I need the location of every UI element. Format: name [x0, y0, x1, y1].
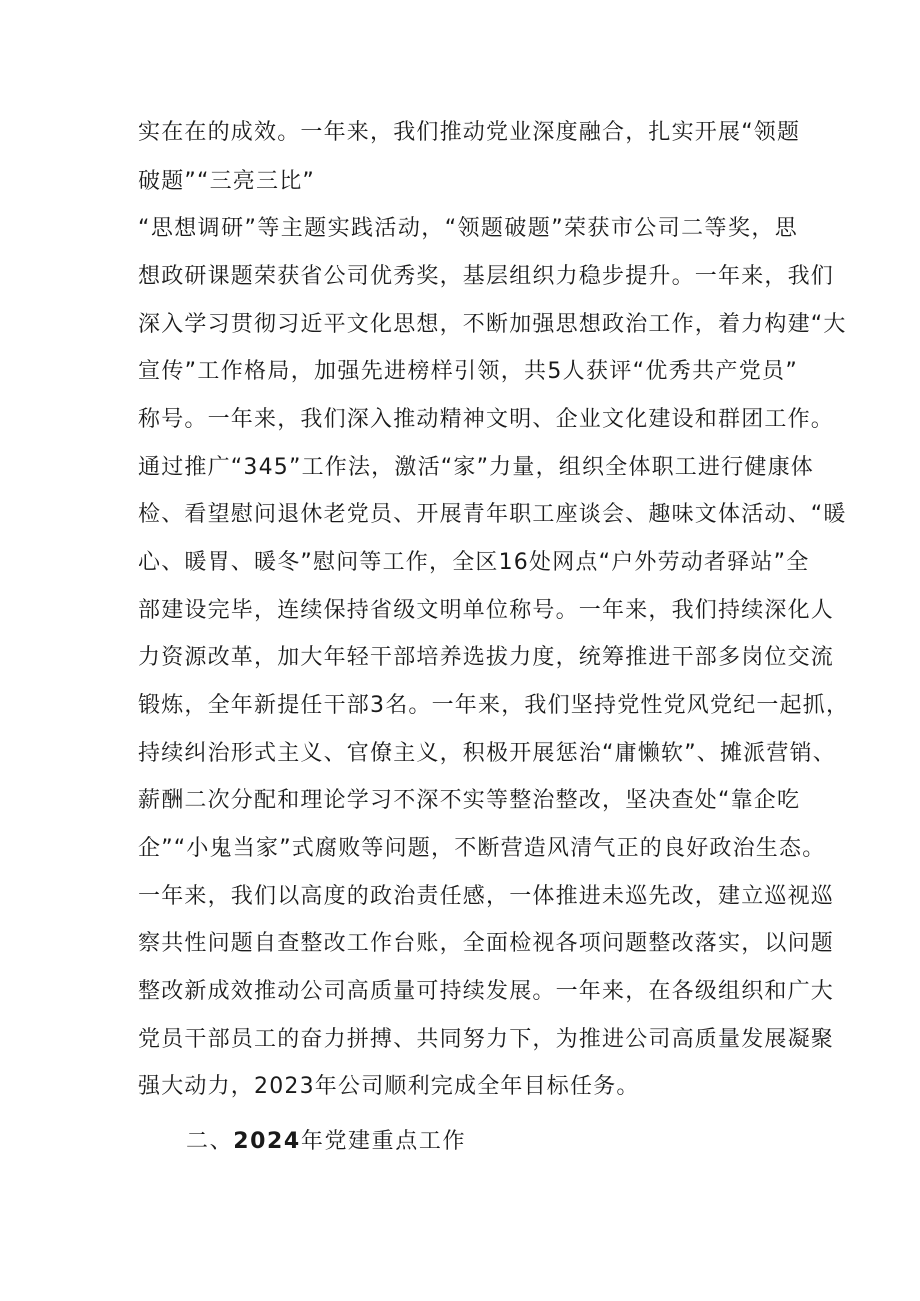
paragraph-line: 通过推广“345”工作法，激活“家”力量，组织全体职工进行健康体 — [138, 455, 814, 480]
paragraph-line: 实在在的成效。一年来，我们推动党业深度融合，扎实开展“领题 — [138, 120, 801, 145]
paragraph-line: 宣传”工作格局，加强先进榜样引领，共5人获评“优秀共产党员” — [138, 359, 798, 384]
paragraph-line: 察共性问题自查整改工作台账，全面检视各项问题整改落实，以问题 — [138, 931, 835, 956]
paragraph-line: 检、看望慰问退休老党员、开展青年职工座谈会、趣味文体活动、“暖 — [138, 502, 847, 527]
paragraph-line: 薪酬二次分配和理论学习不深不实等整治整改，坚决查处“靠企吃 — [138, 788, 801, 813]
paragraph-line: 强大动力，2023年公司顺利完成全年目标任务。 — [138, 1074, 640, 1099]
paragraph-line: 心、暖胃、暖冬”慰问等工作，全区16处网点“户外劳动者驿站”全 — [138, 550, 810, 575]
paragraph-line: 破题”“三亮三比” — [138, 169, 315, 194]
paragraph-line: “思想调研”等主题实践活动，“领题破题”荣获市公司二等奖，思 — [138, 216, 798, 241]
section-heading — [186, 1127, 846, 1157]
paragraph-line: 部建设完毕，连续保持省级文明单位称号。一年来，我们持续深化人 — [138, 598, 835, 623]
paragraph-line: 想政研课题荣获省公司优秀奖，基层组织力稳步提升。一年来，我们 — [138, 264, 835, 289]
paragraph-line: 深入学习贯彻习近平文化思想，不断加强思想政治工作，着力构建“大 — [138, 312, 847, 337]
paragraph-line: 一年来，我们以高度的政治责任感，一体推进未巡先改，建立巡视巡 — [138, 884, 835, 909]
paragraph-line: 持续纠治形式主义、官僚主义，积极开展惩治“庸懒软”、摊派营销、 — [138, 741, 836, 766]
heading-year: 2024 — [233, 1129, 301, 1154]
paragraph-line: 锻炼，全年新提任干部3名。一年来，我们坚持党性党风党纪一起抓， — [138, 693, 850, 718]
paragraph-line: 党员干部员工的奋力拼搏、共同努力下，为推进公司高质量发展凝聚 — [138, 1027, 835, 1052]
paragraph-line: 企”“小鬼当家”式腐败等问题，不断营造风清气正的良好政治生态。 — [138, 836, 826, 861]
paragraph-line: 称号。一年来，我们深入推动精神文明、企业文化建设和群团工作。 — [138, 407, 835, 432]
heading-prefix: 二、 — [186, 1129, 234, 1154]
paragraph-line: 整改新成效推动公司高质量可持续发展。一年来，在各级组织和广大 — [138, 979, 835, 1004]
heading-suffix: 年党建重点工作 — [300, 1129, 467, 1154]
paragraph-line: 力资源改革，加大年轻干部培养选拔力度，统筹推进干部多岗位交流 — [138, 645, 835, 670]
